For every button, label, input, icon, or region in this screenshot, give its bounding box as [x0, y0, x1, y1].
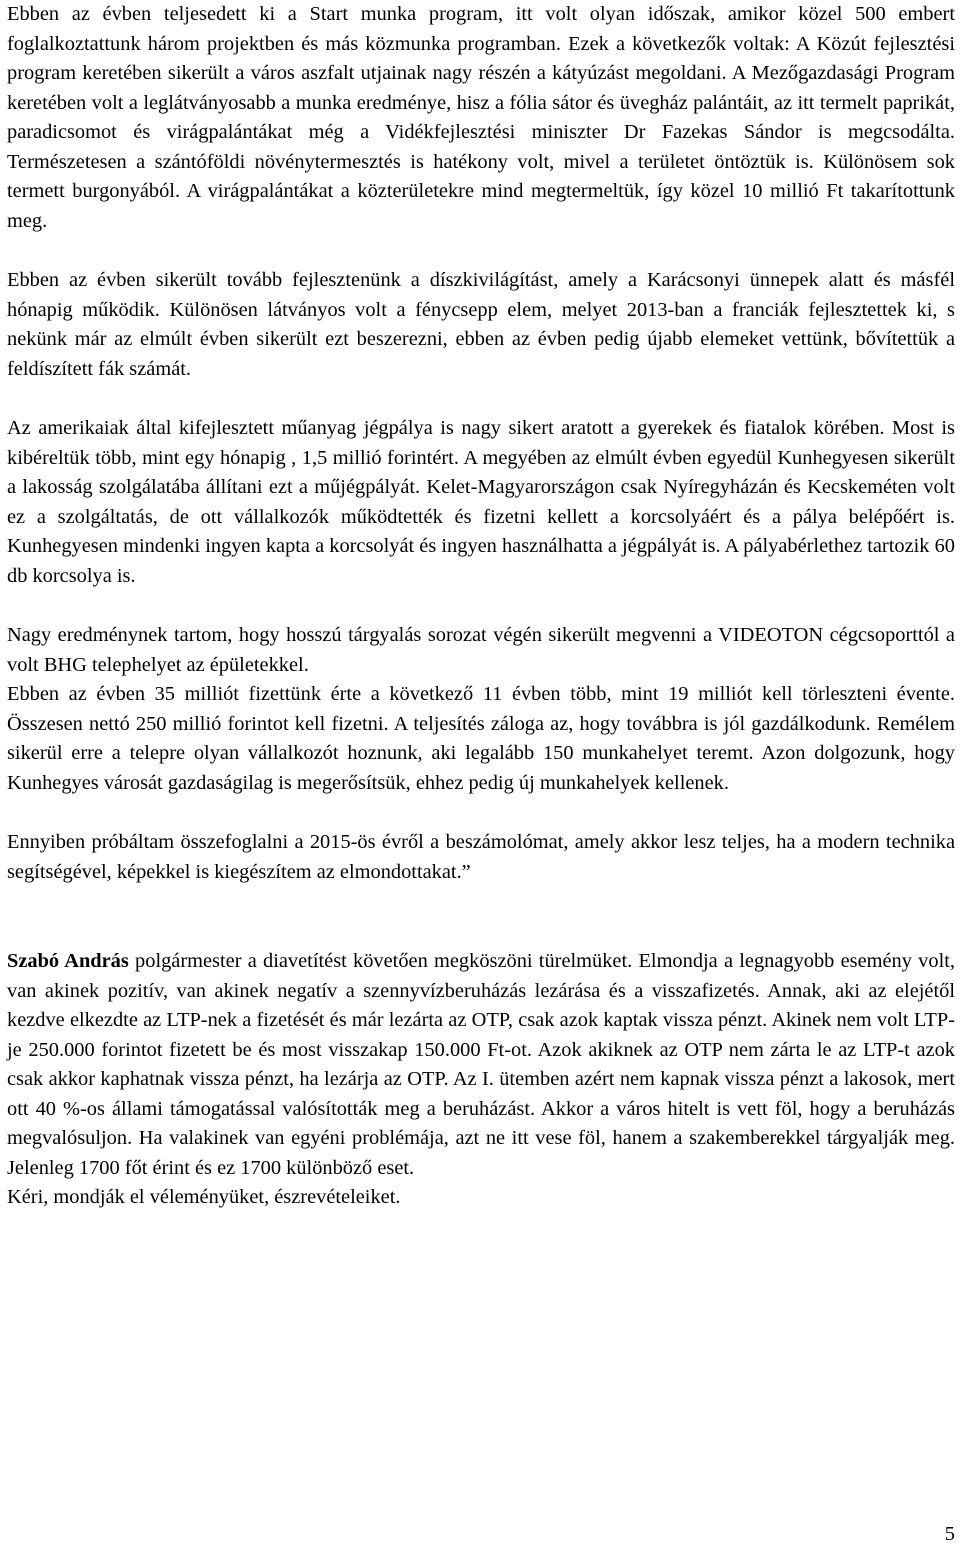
document-page	[7, 0, 955, 1213]
paragraph-start-program: Ebben az évben teljesedett ki a Start munka program, itt volt olyan időszak, amikor közel 500 embert foglalkoztattunk három projektben és más közmunka programban. Ezek a következők voltak: A Közút fejlesztési program keretében sikerült a város aszfalt utjainak nagy részén a kátyúzást megoldani. A Mezőgazdasági Program keretében volt a leglátványosabb a munka eredménye, hisz a fólia sátor és üvegház palántáit, az itt termelt paprikát, paradicsomot és virágpalántákat még a Vidékfejlesztési miniszter Dr Fazekas Sándor is megcsodálta. Természetesen a szántóföldi növénytermesztés is hatékony volt, mivel a területet öntöztük is. Különösem sok termett burgonyából. A virágpalántákat a közterületekre mind megtermeltük, így közel 10 millió Ft takarítottunk meg.	[7, 3, 955, 232]
paragraph-payment-details: Ebben az évben 35 milliót fizettünk érte a következő 11 évben több, mint 19 milliót kell törleszteni évente. Összesen nettó 250 millió forintot kell fizetni. A teljesítés záloga az, hogy továbbra is jól gazdálkodunk. Remélem sikerül erre a telepre olyan vállalkozót hoznunk, aki legalább 150 munkahelyet teremt. Azon dolgozunk, hogy Kunhegyes városát gazdaságilag is megerősítsük, ehhez pedig új munkahelyek kellenek.	[7, 683, 955, 794]
paragraph-mayor-speech	[7, 947, 955, 1183]
page-number: 5	[944, 1523, 955, 1545]
paragraph-ice-rink: Az amerikaiak által kifejlesztett műanyag jégpálya is nagy sikert aratott a gyerekek és fiatalok körében. Most is kibéreltük több, mint egy hónapig , 1,5 millió forintért. A megyében az elmúlt évben egyedül Kunhegyesen sikerült a lakosság szolgálatába állítani ezt a műjégpályát. Kelet-Magyarországon csak Nyíregyházán és Kecskeméten volt ez a szolgáltatás, de ott vállalkozók működtették és fizetni kellett a korcsolyáért és a pálya belépőért is. Kunhegyesen mindenki ingyen kapta a korcsolyát és ingyen használhatta a jégpályát is. A pályabérlethez tartozik 60 db korcsolya is.	[7, 417, 955, 587]
speaker-name: Szabó András	[7, 950, 129, 972]
paragraph-summary: Ennyiben próbáltam összefoglalni a 2015-ös évről a beszámolómat, amely akkor lesz teljes, ha a modern technika segítségével, képekkel is kiegészítem az elmondottakat.”	[7, 831, 955, 883]
paragraph-request: Kéri, mondják el véleményüket, észrevételeiket.	[7, 1186, 401, 1208]
speech-text: polgármester a diavetítést követően megköszöni türelmüket. Elmondja a legnagyobb esemény volt, van akinek pozitív, van akinek negatív a szennyvízberuházás lezárása és a visszafizetés. Annak, aki az elejétől kezdve elkezdte az LTP-nek a fizetését és már lezárta az OTP, csak azok kaptak vissza pénzt. Akinek nem volt LTP-je 250.000 forintot fizetett be és most visszakap 150.000 Ft-ot. Azok akiknek az OTP nem zárta le az LTP-t azok csak akkor kaphatnak vissza pénzt, ha lezárja az OTP. Az I. ütemben azért nem kapnak vissza pénzt a lakosok, mert ott 40 %-os állami támogatással valósították meg a beruházást. Akkor a város hitelt is vett föl, hogy a beruházás megvalósuljon. Ha valakinek van egyéni problémája, azt ne itt vese föl, hanem a szakemberekkel tárgyalják meg. Jelenleg 1700 főt érint és ez 1700 különböző eset.	[7, 950, 955, 1179]
paragraph-lighting: Ebben az évben sikerült tovább fejlesztenünk a díszkivilágítást, amely a Karácsonyi ünnepek alatt és másfél hónapig működik. Különösen látványos volt a fénycsepp elem, melyet 2013-ban a franciák fejlesztettek ki, s nekünk már az elmúlt évben sikerült ezt beszerezni, ebben az évben pedig újabb elemeket vettünk, bővítettük a feldíszített fák számát.	[7, 269, 955, 380]
paragraph-videoton-purchase: Nagy eredménynek tartom, hogy hosszú tárgyalás sorozat végén sikerült megvenni a VIDEOTON cégcsoporttól a volt BHG telephelyet az épületekkel.	[7, 624, 955, 676]
